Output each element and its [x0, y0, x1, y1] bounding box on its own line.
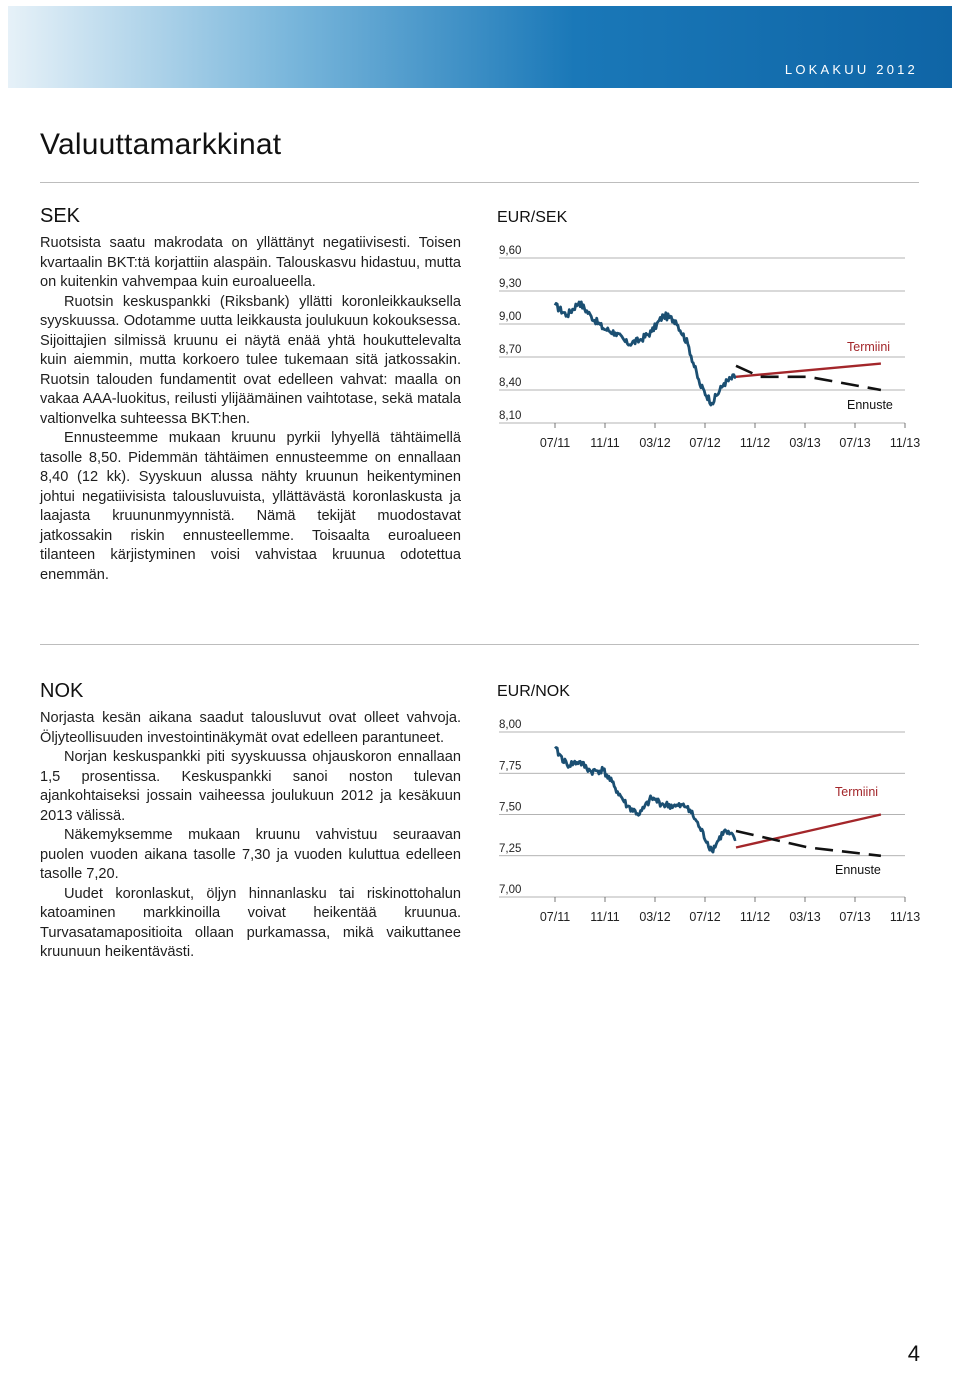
eursek-y-tick-label: 9,60	[499, 245, 522, 257]
eurnok-chart-svg	[497, 701, 922, 931]
eursek-x-tick-label: 11/13	[889, 436, 921, 450]
eurnok-x-tick-label: 07/12	[689, 910, 721, 924]
eurnok-termiini-label: Termiini	[835, 785, 879, 799]
eurnok-x-tick-label: 11/11	[590, 910, 620, 924]
issue-date: LOKAKUU 2012	[784, 62, 918, 77]
eursek-history-line	[555, 302, 736, 405]
eurnok-history-line	[555, 748, 736, 853]
sek-paragraph: Ruotsista saatu makrodata on yllättänyt negatiivisesti. Toisen kvartaalin BKT:tä korjattiin alaspäin. Talouskasvu hidastuu, mutta on kuitenkin vahvempaa kuin euroalueella.	[40, 235, 461, 290]
eursek-chart-title: EUR/SEK	[497, 209, 568, 226]
eursek-termiini-line	[736, 364, 881, 377]
eursek-x-tick-label: 03/13	[789, 436, 821, 450]
nok-section	[40, 680, 461, 963]
title-divider	[40, 182, 919, 183]
sek-paragraph: Ruotsin keskuspankki (Riksbank) yllätti koronleikkauksella syyskuussa. Odotamme uutta leikkausta joulukuun kokouksessa. Sijoittajien silmissä kruunu ei näytä enää yhtä houkuttelevalta kuin aiemmin, mutta korkoero tulee tukemaan sitä jatkossakin. Ruotsin talouden fundamentit ovat edelleen vahvat: maalla on vakaa AAA-luokitus, reilusti ylijäämäinen vaihtotase, sekä matala valtionvelka suhteessa BKT:hen.	[40, 293, 461, 427]
eurnok-termiini-line	[736, 815, 881, 848]
eursek-termiini-label: Termiini	[847, 340, 891, 354]
eurnok-y-tick-label: 7,75	[499, 760, 522, 773]
eursek-x-tick-label: 07/13	[839, 436, 871, 450]
nok-paragraph: Uudet koronlaskut, öljyn hinnanlasku tai riskinottohalun katoaminen markkinoilla voivat heikentää kruunua. Turvasatamapositioita ollaan purkamassa, mikä vaikuttanee kruunuun heikentävästi.	[40, 885, 461, 960]
page-title: Valuuttamarkkinat	[40, 128, 282, 161]
header-band	[8, 6, 952, 88]
eurnok-x-tick-label: 03/13	[789, 910, 821, 924]
eurnok-ennuste-label: Ennuste	[835, 863, 881, 877]
eurnok-y-tick-label: 7,25	[499, 842, 522, 855]
sek-body	[40, 234, 461, 585]
nok-paragraph: Norjan keskuspankki piti syyskuussa ohjauskoron ennallaan 1,5 prosentissa. Keskuspankki sanoi noston tulevan ajankohtaiseksi jossain vaiheessa joulukuun 2012 ja kesäkuun 2013 välissä.	[40, 749, 461, 824]
nok-heading: NOK	[40, 680, 84, 702]
nok-paragraph: Näkemyksemme mukaan kruunu vahvistuu seuraavan puolen vuoden aikana tasolle 7,30 ja vuoden kuluttua edelleen tasolle 7,20.	[40, 827, 461, 882]
eursek-x-tick-label: 03/12	[639, 436, 671, 450]
eursek-chart	[497, 209, 922, 457]
nok-paragraph: Norjasta kesän aikana saadut talousluvut ovat olleet vahvoja. Öljyteollisuuden investointinäkymät ovat edelleen parantuneet.	[40, 710, 461, 746]
eurnok-y-tick-label: 7,00	[499, 884, 522, 896]
page-number: 4	[907, 1341, 920, 1366]
eurnok-chart-title: EUR/NOK	[497, 683, 570, 700]
eursek-y-tick-label: 9,00	[499, 311, 522, 323]
eursek-y-tick-label: 8,10	[499, 410, 522, 422]
eursek-y-tick-label: 8,40	[499, 377, 522, 389]
eurnok-chart	[497, 683, 922, 931]
eursek-y-tick-label: 8,70	[499, 344, 522, 356]
eursek-ennuste-label: Ennuste	[847, 398, 893, 412]
eurnok-x-tick-label: 07/11	[539, 910, 571, 924]
eursek-x-tick-label: 11/12	[739, 436, 771, 450]
eurnok-y-tick-label: 8,00	[499, 719, 522, 731]
eurnok-y-tick-label: 7,50	[499, 801, 522, 814]
sek-section	[40, 205, 461, 585]
eurnok-x-tick-label: 11/13	[889, 910, 921, 924]
section-divider	[40, 644, 919, 645]
eursek-chart-svg	[497, 227, 922, 457]
eursek-x-tick-label: 11/11	[590, 436, 620, 450]
eursek-x-tick-label: 07/12	[689, 436, 721, 450]
eurnok-x-tick-label: 11/12	[739, 910, 771, 924]
eursek-x-tick-label: 07/11	[539, 436, 571, 450]
eurnok-x-tick-label: 03/12	[639, 910, 671, 924]
eurnok-x-tick-label: 07/13	[839, 910, 871, 924]
sek-heading: SEK	[40, 205, 81, 227]
sek-paragraph: Ennusteemme mukaan kruunu pyrkii lyhyellä tähtäimellä tasolle 8,50. Pidemmän tähtäimen ennusteemme on ennallaan 8,40 (12 kk). Syyskuun alussa nähty kruunun heikentyminen johtui negatiivisista talousluvuista, yllättävästä koronlaskusta ja laajasta kruununmyynnistä. Nämä tekijät muodostavat jatkossakin riskin ennusteellemme. Toisaalta euroalueen tilanteen kärjistyminen voisi vahvistaa kruunua odotettua enemmän.	[40, 430, 461, 583]
nok-body	[40, 709, 461, 963]
eursek-y-tick-label: 9,30	[499, 278, 522, 290]
